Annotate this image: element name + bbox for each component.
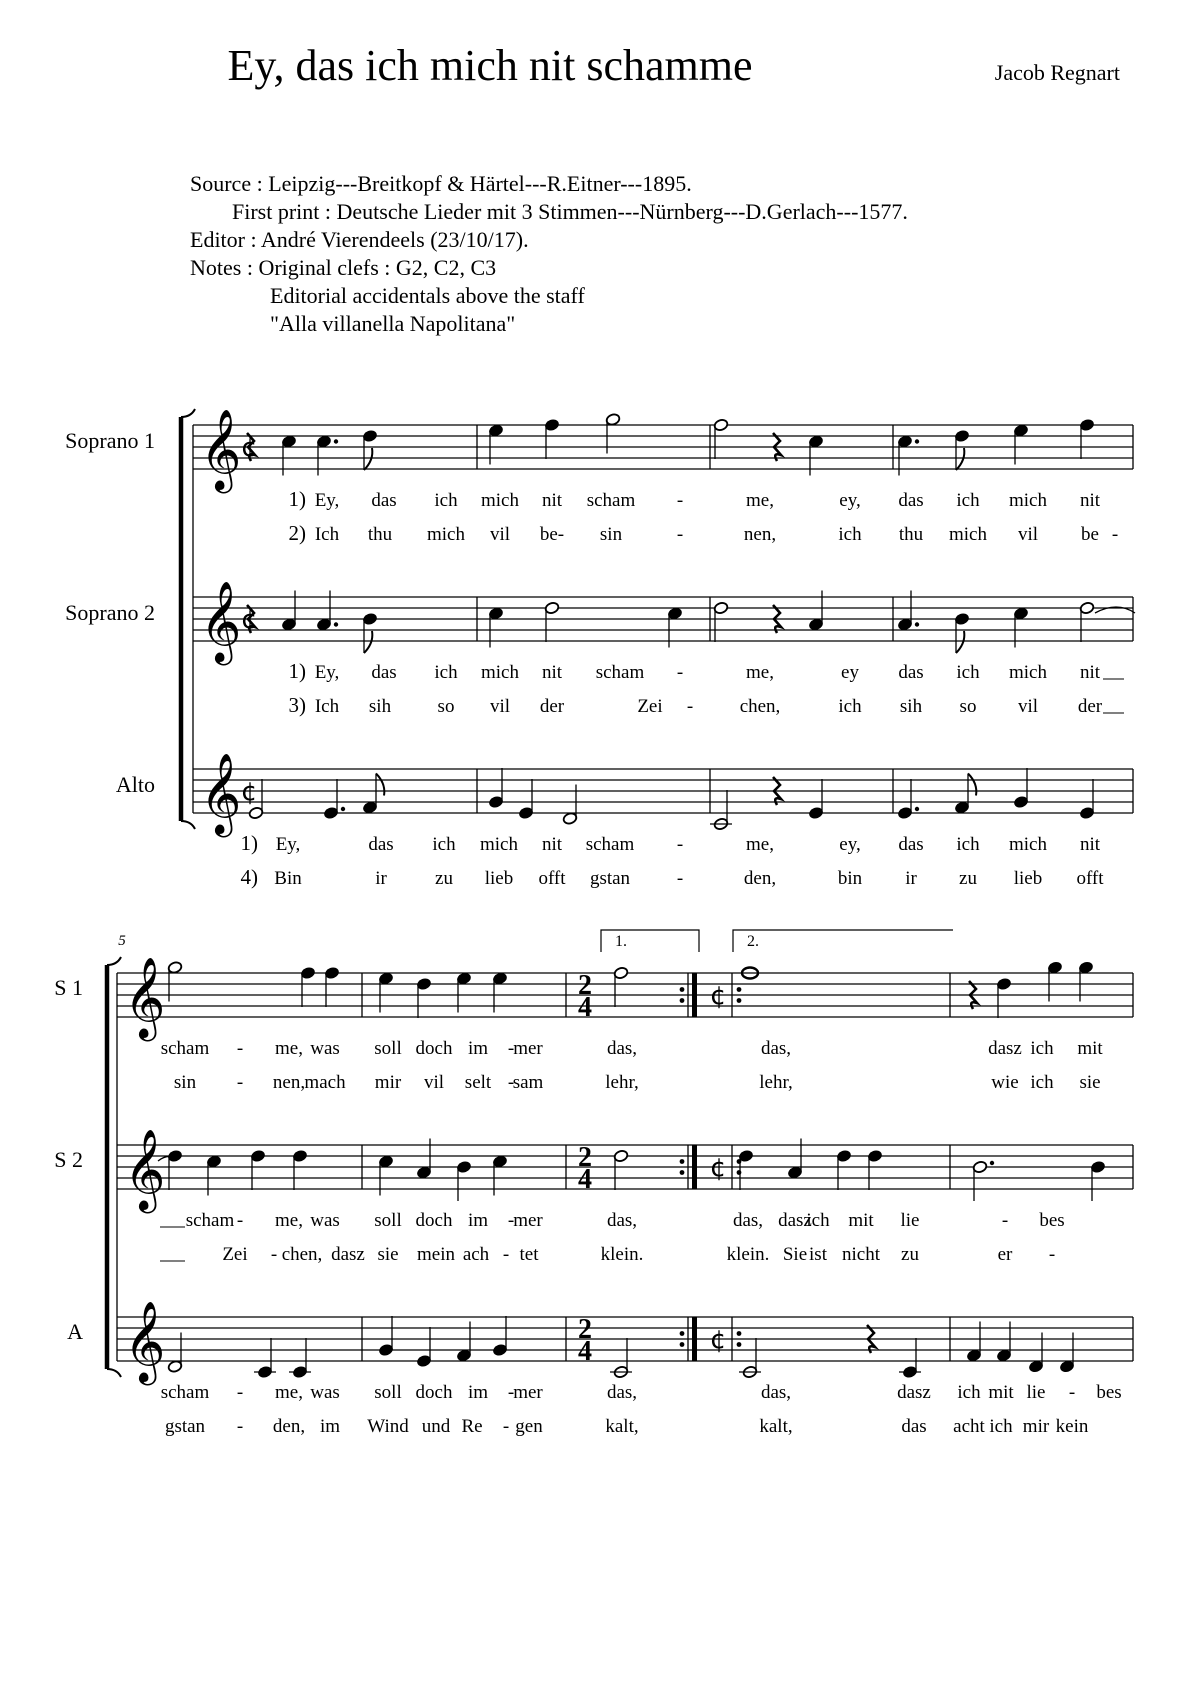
lyric-syllable: -	[1001, 1210, 1009, 1231]
lyric-syllable: das,	[606, 1382, 638, 1403]
lyric-syllable: sam	[512, 1072, 544, 1093]
system-2	[107, 930, 1133, 1437]
lyric-syllable: -	[502, 1416, 510, 1437]
staff-label-soprano-2: Soprano 2	[65, 600, 155, 625]
lyric-syllable: dasz	[897, 1382, 931, 1403]
volta-bracket-2	[733, 930, 953, 952]
treble-clef-icon: 𝄞	[200, 408, 242, 490]
lyric-syllable: ich	[838, 524, 862, 545]
lyric-syllable: was	[310, 1210, 340, 1231]
lyric-syllable: scham	[595, 662, 645, 683]
lyric-syllable: scham	[585, 834, 635, 855]
verse-number: 4)	[240, 865, 258, 889]
lyric-syllable: Ich	[314, 696, 340, 717]
note-flag	[968, 774, 976, 796]
lyric-syllable: klein.	[600, 1244, 644, 1265]
lyric-syllable: nen,	[272, 1072, 306, 1093]
lyric-syllable: sin	[599, 524, 623, 545]
lyric-syllable: sin	[173, 1072, 197, 1093]
lyric-syllable: was	[310, 1382, 340, 1403]
lyric-syllable: vil	[1017, 696, 1039, 717]
repeat-end-barline-dot	[680, 987, 685, 992]
lyric-syllable: soll	[374, 1382, 402, 1403]
note-dot	[915, 807, 919, 811]
lyric-syllable: nen,	[743, 524, 777, 545]
lyric-syllable: bin	[837, 868, 863, 889]
lyric-syllable: mich	[949, 524, 987, 545]
score-title: Ey, das ich mich nit schamme	[227, 41, 753, 90]
lyric-syllable: dasz	[331, 1244, 365, 1265]
lyric-syllable: ach	[462, 1244, 490, 1265]
lyric-syllable: nit	[541, 662, 563, 683]
lyric-syllable: wie	[991, 1072, 1019, 1093]
lyric-syllable: ist	[809, 1244, 827, 1265]
lyric-syllable: der	[1077, 696, 1103, 717]
lyric-syllable: nit	[1079, 662, 1101, 683]
note-flag	[364, 448, 372, 470]
lyric-syllable: lie	[1026, 1382, 1046, 1403]
repeat-end-barline-thick	[692, 973, 697, 1017]
repeat-end-barline-dot	[680, 1331, 685, 1336]
lyric-syllable: das,	[606, 1038, 638, 1059]
lyric-syllable: -	[676, 524, 684, 545]
lyric-syllable: im	[319, 1416, 341, 1437]
lyric-syllable: mich	[481, 490, 519, 511]
lyric-syllable: ich	[1030, 1072, 1054, 1093]
lyric-syllable: und	[421, 1416, 451, 1437]
lyric-syllable: -	[236, 1416, 244, 1437]
bracket-hook-bottom	[181, 821, 195, 829]
lyric-syllable: nit	[1079, 490, 1101, 511]
lyric-syllable: vil	[423, 1072, 445, 1093]
lyric-syllable: -	[676, 490, 684, 511]
treble-clef-icon: 𝄞	[200, 752, 242, 834]
lyric-syllable: ich	[957, 1382, 981, 1403]
lyric-syllable: im	[467, 1038, 489, 1059]
lyric-syllable: im	[467, 1382, 489, 1403]
lyric-syllable: kein	[1055, 1416, 1089, 1437]
volta-label-2: 2.	[747, 933, 759, 950]
lyric-syllable: me,	[275, 1210, 303, 1231]
lyric-syllable: Ey,	[314, 490, 340, 511]
note-dot	[334, 439, 338, 443]
lyric-syllable: mach	[304, 1072, 346, 1093]
lyric-syllable: zu	[901, 1244, 919, 1265]
lyric-syllable: ich	[956, 662, 980, 683]
lyric-syllable: zu	[959, 868, 977, 889]
lyric-syllable: kalt,	[605, 1416, 639, 1437]
verse-number: 3)	[288, 693, 306, 717]
system-1	[181, 408, 1135, 889]
repeat-start-dot	[737, 1342, 742, 1347]
lyric-syllable: zu	[435, 868, 453, 889]
lyric-syllable: das	[371, 662, 397, 683]
lyric-syllable: scham	[586, 490, 636, 511]
lyric-syllable: nit	[541, 490, 563, 511]
lyric-syllable: nit	[541, 834, 563, 855]
lyric-syllable: me,	[746, 490, 774, 511]
lyric-syllable: offt	[1076, 868, 1104, 889]
note-flag	[364, 631, 372, 653]
lyric-syllable: be	[1081, 524, 1099, 545]
lyric-syllable: ey,	[839, 490, 861, 511]
lyric-syllable: -	[1068, 1382, 1076, 1403]
lyric-syllable: Bin	[274, 868, 302, 889]
lyric-syllable: sih	[368, 696, 392, 717]
note-dot	[915, 439, 919, 443]
lyric-syllable: mer	[513, 1210, 543, 1231]
lyric-syllable: -	[507, 1072, 515, 1093]
lyric-syllable: ich	[1030, 1038, 1054, 1059]
lyric-syllable: vil	[1017, 524, 1039, 545]
time-signature-2-4-den: 4	[578, 992, 592, 1023]
lyric-syllable: -	[236, 1210, 244, 1231]
lyric-syllable: mich	[1009, 490, 1047, 511]
repeat-end-barline-dot	[680, 1342, 685, 1347]
repeat-start-dot	[737, 1331, 742, 1336]
time-signature-2-4-num: 2	[578, 970, 592, 1001]
treble-clef-icon: 𝄞	[124, 956, 166, 1038]
lyric-syllable: mich	[1009, 834, 1047, 855]
lyric-syllable: nicht	[842, 1244, 880, 1265]
lyric-syllable: me,	[746, 834, 774, 855]
lyric-syllable: das	[371, 490, 397, 511]
lyric-syllable: -	[686, 696, 694, 717]
lyric-syllable: das	[901, 1416, 927, 1437]
lyric-syllable: lieb	[1013, 868, 1043, 889]
lyric-syllable: lehr,	[759, 1072, 793, 1093]
bracket-hook-top	[107, 957, 121, 965]
lyric-syllable: mir	[374, 1072, 402, 1093]
lyric-syllable: das,	[606, 1210, 638, 1231]
lyric-syllable: -	[1048, 1244, 1056, 1265]
repeat-end-barline-dot	[680, 1170, 685, 1175]
lyric-syllable: so	[959, 696, 977, 717]
lyric-syllable: das	[898, 834, 924, 855]
lyric-syllable: ir	[375, 868, 387, 889]
time-signature-2-4-den: 4	[578, 1164, 592, 1195]
lyric-syllable: -	[236, 1382, 244, 1403]
lyric-syllable: mer	[513, 1382, 543, 1403]
lyric-syllable: dasz	[988, 1038, 1022, 1059]
verse-number: 1)	[288, 487, 306, 511]
lyric-syllable: das	[368, 834, 394, 855]
lyric-syllable: mir	[1022, 1416, 1050, 1437]
lyric-syllable: be-	[539, 524, 565, 545]
repeat-end-barline-dot	[680, 998, 685, 1003]
lyric-syllable: scham	[160, 1038, 210, 1059]
lyric-syllable: Ey,	[314, 662, 340, 683]
note-flag	[956, 631, 964, 653]
staff-label-a: A	[67, 1319, 83, 1344]
lyric-syllable: chen,	[281, 1244, 323, 1265]
bracket-hook-bottom	[107, 1369, 121, 1377]
lyric-syllable: ey	[841, 662, 859, 683]
lyric-syllable: Wind	[367, 1416, 409, 1437]
editor-line: Editor : André Vierendeels (23/10/17).	[190, 227, 529, 252]
notes-accidentals-line: Editorial accidentals above the staff	[270, 283, 585, 308]
lyric-syllable: mit	[1077, 1038, 1103, 1059]
note-dot	[915, 622, 919, 626]
lyric-syllable: soll	[374, 1038, 402, 1059]
lyric-syllable: -	[676, 834, 684, 855]
lyric-syllable: das,	[732, 1210, 764, 1231]
lyric-syllable: acht	[953, 1416, 985, 1437]
repeat-end-barline-dot	[680, 1159, 685, 1164]
lyric-syllable: der	[539, 696, 565, 717]
notes-style-line: "Alla villanella Napolitana"	[270, 311, 516, 336]
cut-time-icon: ¢	[240, 433, 258, 463]
lyric-syllable: sie	[377, 1244, 399, 1265]
lyric-syllable: me,	[746, 662, 774, 683]
lyric-syllable: -	[676, 662, 684, 683]
lyric-syllable: vil	[489, 524, 511, 545]
lyric-syllable: bes	[1096, 1382, 1122, 1403]
lyric-syllable: Zei	[222, 1244, 248, 1265]
lyric-syllable: klein.	[726, 1244, 770, 1265]
lyric-syllable: das	[898, 490, 924, 511]
lyric-syllable: Sie	[782, 1244, 808, 1265]
lyric-syllable: -	[236, 1072, 244, 1093]
lyric-syllable: sih	[899, 696, 923, 717]
time-signature-2-4-num: 2	[578, 1314, 592, 1345]
lyric-syllable: ir	[905, 868, 917, 889]
lyric-syllable: doch	[415, 1382, 453, 1403]
repeat-end-barline-thick	[692, 1145, 697, 1189]
lyric-syllable: ich	[434, 490, 458, 511]
lyric-syllable: ich	[956, 834, 980, 855]
treble-clef-icon: 𝄞	[124, 1128, 166, 1210]
verse-number: 2)	[288, 521, 306, 545]
repeat-start-dot	[737, 987, 742, 992]
staff-label-soprano-1: Soprano 1	[65, 428, 155, 453]
lyric-syllable: -	[1111, 524, 1119, 545]
lyric-syllable: vil	[489, 696, 511, 717]
lyric-syllable: -	[507, 1038, 515, 1059]
lyric-syllable: sie	[1079, 1072, 1101, 1093]
lyric-syllable: doch	[415, 1038, 453, 1059]
time-signature-2-4-den: 4	[578, 1336, 592, 1367]
notes-line: Notes : Original clefs : G2, C2, C3	[190, 255, 497, 280]
lyric-syllable: mit	[988, 1382, 1014, 1403]
source-line: Source : Leipzig---Breitkopf & Härtel---R.Eitner---1895.	[190, 171, 692, 196]
lyric-syllable: mit	[848, 1210, 874, 1231]
lyric-syllable: den,	[272, 1416, 306, 1437]
lyric-syllable: -	[236, 1038, 244, 1059]
lyric-syllable: me,	[275, 1038, 303, 1059]
lyric-syllable: ich	[432, 834, 456, 855]
lyric-syllable: mich	[1009, 662, 1047, 683]
treble-clef-icon: 𝄞	[200, 580, 242, 662]
bracket-hook-top	[181, 409, 195, 417]
note-dot	[341, 807, 345, 811]
note-flag	[956, 448, 964, 470]
lyric-syllable: Ich	[314, 524, 340, 545]
measure-number: 5	[118, 933, 126, 949]
lyric-syllable: me,	[275, 1382, 303, 1403]
first-print-line: First print : Deutsche Lieder mit 3 Stimmen---Nürnberg---D.Gerlach---1577.	[232, 199, 908, 224]
lyric-syllable: offt	[538, 868, 566, 889]
treble-clef-icon: 𝄞	[124, 1300, 166, 1382]
lyric-syllable: so	[437, 696, 455, 717]
lyric-syllable: lehr,	[605, 1072, 639, 1093]
lyric-syllable: dasz	[778, 1210, 812, 1231]
staff-label-alto: Alto	[115, 772, 155, 797]
lyric-syllable: bes	[1039, 1210, 1065, 1231]
lyric-syllable: das	[898, 662, 924, 683]
lyric-syllable: gstan	[589, 868, 631, 889]
verse-number: 1)	[288, 659, 306, 683]
note-flag	[376, 774, 384, 796]
verse-number: 1)	[240, 831, 258, 855]
note-dot	[990, 1161, 994, 1165]
lyric-syllable: mich	[427, 524, 465, 545]
volta-label-1: 1.	[615, 933, 627, 950]
lyric-syllable: gstan	[164, 1416, 206, 1437]
lyric-syllable: ich	[956, 490, 980, 511]
lyric-syllable: kalt,	[759, 1416, 793, 1437]
lyric-syllable: thu	[367, 524, 393, 545]
cut-time-icon: ¢	[709, 1325, 727, 1355]
lyric-syllable: -	[502, 1244, 510, 1265]
lyric-syllable: chen,	[739, 696, 781, 717]
lyric-syllable: Ey,	[275, 834, 301, 855]
staff-label-s2: S 2	[54, 1147, 83, 1172]
cut-time-icon: ¢	[240, 777, 258, 807]
lyric-syllable: doch	[415, 1210, 453, 1231]
staff-label-s1: S 1	[54, 975, 83, 1000]
lyric-syllable: mich	[481, 662, 519, 683]
lyric-syllable: ey,	[839, 834, 861, 855]
lyric-syllable: tet	[519, 1244, 539, 1265]
repeat-start-dot	[737, 998, 742, 1003]
lyric-syllable: mer	[513, 1038, 543, 1059]
lyric-syllable: nit	[1079, 834, 1101, 855]
lyric-syllable: scham	[185, 1210, 235, 1231]
lyric-syllable: lieb	[484, 868, 514, 889]
lyric-syllable: den,	[743, 868, 777, 889]
lyric-syllable: soll	[374, 1210, 402, 1231]
lyric-syllable: was	[310, 1038, 340, 1059]
lyric-syllable: er	[997, 1244, 1013, 1265]
cut-time-icon: ¢	[709, 981, 727, 1011]
cut-time-icon: ¢	[709, 1153, 727, 1183]
lyric-syllable: ich	[838, 696, 862, 717]
lyric-syllable: im	[467, 1210, 489, 1231]
lyric-syllable: ich	[989, 1416, 1013, 1437]
time-signature-2-4-num: 2	[578, 1142, 592, 1173]
lyric-syllable: ich	[806, 1210, 830, 1231]
lyric-syllable: das,	[760, 1038, 792, 1059]
composer-name: Jacob Regnart	[994, 60, 1120, 85]
lyric-syllable: mich	[480, 834, 518, 855]
lyric-syllable: -	[270, 1244, 278, 1265]
lyric-syllable: selt	[464, 1072, 492, 1093]
lyric-syllable: thu	[898, 524, 924, 545]
lyric-syllable: gen	[515, 1416, 543, 1437]
repeat-end-barline-thick	[692, 1317, 697, 1361]
lyric-syllable: Re	[461, 1416, 483, 1437]
lyric-syllable: Zei	[637, 696, 663, 717]
lyric-syllable: mein	[417, 1244, 455, 1265]
lyric-syllable: ich	[434, 662, 458, 683]
lyric-syllable: scham	[160, 1382, 210, 1403]
lyric-syllable: -	[507, 1210, 515, 1231]
lyric-syllable: das,	[760, 1382, 792, 1403]
lyric-syllable: lie	[900, 1210, 920, 1231]
cut-time-icon: ¢	[240, 605, 258, 635]
repeat-start-dot	[737, 1170, 742, 1175]
lyric-syllable: -	[676, 868, 684, 889]
note-dot	[334, 622, 338, 626]
lyric-syllable: -	[507, 1382, 515, 1403]
